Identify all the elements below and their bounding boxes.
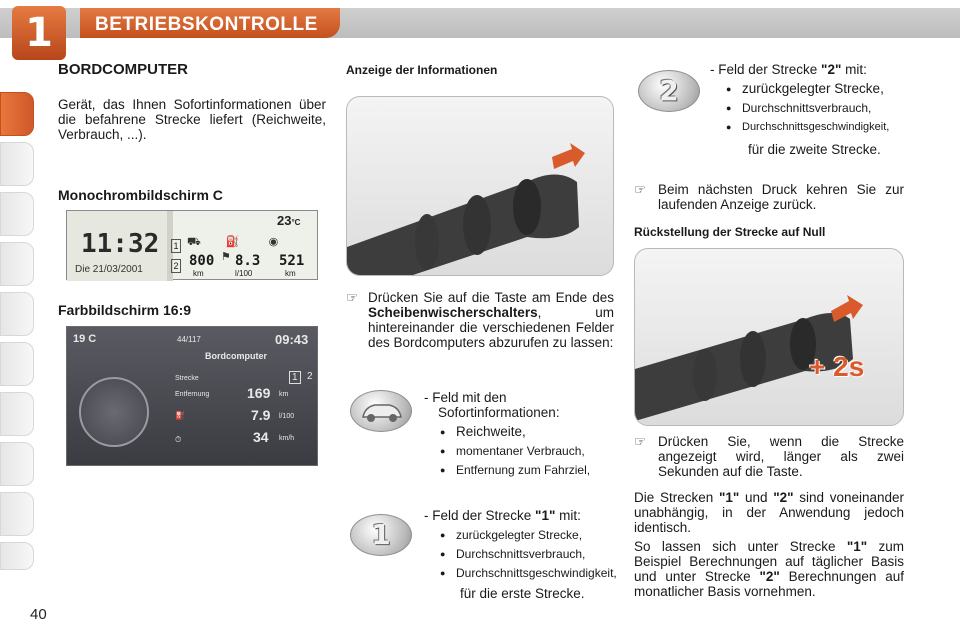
gauge-icon: ◉	[268, 236, 279, 248]
arrow-icon	[552, 143, 585, 169]
chapter-tab[interactable]	[0, 442, 34, 486]
color-display-image	[66, 326, 318, 466]
chapter-tab[interactable]	[0, 142, 34, 186]
chapter-number-badge: 1	[12, 6, 66, 60]
mono-unit-1: km	[193, 269, 204, 278]
chapter-tab[interactable]	[0, 492, 34, 536]
list-item: ● zurückgelegter Strecke,	[724, 82, 904, 96]
instant-info-list	[438, 425, 614, 477]
color-row1-value: 1	[289, 371, 301, 384]
chapter-title: BETRIEBSKONTROLLE	[95, 14, 318, 35]
mono-unit-2: l/100	[235, 269, 253, 278]
instant-info-block: - Feld mit den Sofortinformationen: ● Reichweite, ● momentaner Verbrauch, ● Entfernung zum Fahrziel,	[424, 390, 614, 477]
list-item: ● Durchschnittsgeschwindigkeit,	[724, 120, 904, 134]
mono-value-1: 800	[189, 253, 215, 269]
flag-icon: ⚑	[221, 251, 231, 263]
trip1-list	[438, 528, 616, 580]
chapter-tab[interactable]	[0, 192, 34, 236]
color-row1-extra: 2	[307, 371, 313, 382]
chapter-tab[interactable]	[0, 542, 34, 570]
color-row3-value: 7.9	[251, 407, 271, 423]
color-row3-unit: l/100	[279, 413, 295, 420]
section-title: BORDCOMPUTER	[58, 61, 188, 78]
trips-explanation: Die Strecken "1" und "2" sind voneinander unabhängig, in der Anwendung jedoch identisch. So lassen sich unter Strecke "1" zum Beispiel Berechnungen auf täglicher Basis und unter Strecke "2" Berechnungen auf monatlicher Basis vornehmen.	[634, 490, 904, 599]
mono-value-3: 521	[279, 253, 305, 269]
list-item: ● Reichweite,	[438, 425, 614, 439]
hand-icon: ☞	[346, 290, 359, 305]
mono-clock: 11:32	[81, 229, 160, 259]
color-row4-unit: km/h	[279, 435, 295, 442]
mono-trip1-indicator: 1	[171, 239, 181, 253]
color-clock: 09:43	[275, 332, 309, 347]
chapter-tab[interactable]	[0, 392, 34, 436]
chapter-tab[interactable]	[0, 292, 34, 336]
color-screen-title: Farbbildschirm 16:9	[58, 302, 192, 318]
color-row2-value: 169	[247, 385, 271, 401]
compass-dial	[79, 377, 149, 447]
reset-stalk-image	[634, 248, 904, 426]
mono-display-image	[66, 210, 318, 280]
list-item: ● Durchschnittsverbrauch,	[724, 101, 904, 115]
left-column	[58, 62, 326, 203]
page-header	[0, 0, 960, 60]
color-row2-label: Entfernung	[175, 391, 210, 398]
fuel-icon: ⛽	[225, 236, 240, 248]
car-icon	[350, 390, 412, 432]
reset-stalk-illustration	[635, 249, 904, 426]
list-item: ● momentaner Verbrauch,	[438, 444, 614, 458]
intro-text: Gerät, das Ihnen Sofortinformationen über die befahrene Strecke liefert (Reichweite, Verbrauch, ...).	[58, 97, 326, 142]
color-temp: 19 C	[73, 333, 97, 345]
mono-temp: 23	[277, 213, 292, 228]
reset-heading: Rückstellung der Strecke auf Null	[634, 225, 826, 239]
mono-value-2: 8.3	[235, 253, 261, 269]
trip2-closing: für die zweite Strecke.	[748, 142, 881, 157]
speed-icon: ⏱	[175, 435, 182, 444]
chapter-tab[interactable]	[0, 242, 34, 286]
color-row2-unit: km	[279, 391, 289, 398]
color-row4-value: 34	[253, 429, 269, 445]
mono-screen-title: Monochrombildschirm C	[58, 187, 223, 203]
plus-2s-label: + 2s	[809, 351, 865, 382]
trip-1-badge: 1	[350, 514, 412, 556]
press-instruction: ☞ Drücken Sie auf die Taste am Ende des Scheibenwischerschalters, um hintereinander die verschiedenen Felder des Bordcomputers abzurufen zu lassen:	[346, 290, 614, 350]
list-item: ● Durchschnittsverbrauch,	[438, 547, 616, 561]
list-item: ● zurückgelegter Strecke,	[438, 528, 616, 542]
color-row1-label: Strecke	[175, 375, 199, 382]
hand-icon: ☞	[634, 434, 647, 449]
car-icon: ⛟	[187, 236, 201, 248]
trip1-closing: für die erste Strecke.	[460, 586, 585, 601]
trip1-block: - Feld der Strecke "1" mit: ● zurückgelegter Strecke, ● Durchschnittsverbrauch, ● Durchschnittsgeschwindigkeit, für die erste Strecke.	[424, 508, 616, 601]
list-item: ● Entfernung zum Fahrziel,	[438, 463, 614, 477]
trip2-block: - Feld der Strecke "2" mit: ● zurückgelegter Strecke, ● Durchschnittsverbrauch, ● Durchschnittsgeschwindigkeit, für die zweite Strecke.	[710, 62, 904, 157]
wiper-stalk-image	[346, 96, 614, 276]
next-press-note: ☞ Beim nächsten Druck kehren Sie zur laufenden Anzeige zurück.	[634, 182, 904, 212]
page-number: 40	[30, 606, 47, 623]
trip2-list	[724, 82, 904, 134]
color-heading: Bordcomputer	[205, 351, 268, 361]
fuel-icon: ⛽	[175, 411, 185, 420]
trip-2-badge: 2	[638, 70, 700, 112]
mono-date: Die 21/03/2001	[75, 264, 143, 275]
mono-temp-unit: °C	[291, 218, 301, 227]
mono-unit-3: km	[285, 269, 296, 278]
hand-icon: ☞	[634, 182, 647, 197]
chapter-tab-active[interactable]	[0, 92, 34, 136]
chapter-tab[interactable]	[0, 342, 34, 386]
color-freq: 44/117	[177, 335, 201, 344]
chapter-tabs	[0, 62, 40, 572]
mono-trip2-indicator: 2	[171, 259, 181, 273]
wiper-stalk-illustration	[347, 97, 614, 276]
list-item: ● Durchschnittsgeschwindigkeit,	[438, 566, 616, 580]
reset-instruction: ☞ Drücken Sie, wenn die Strecke angezeigt wird, länger als zwei Sekunden auf die Taste.	[634, 434, 904, 479]
display-info-heading: Anzeige der Informationen	[346, 63, 498, 77]
